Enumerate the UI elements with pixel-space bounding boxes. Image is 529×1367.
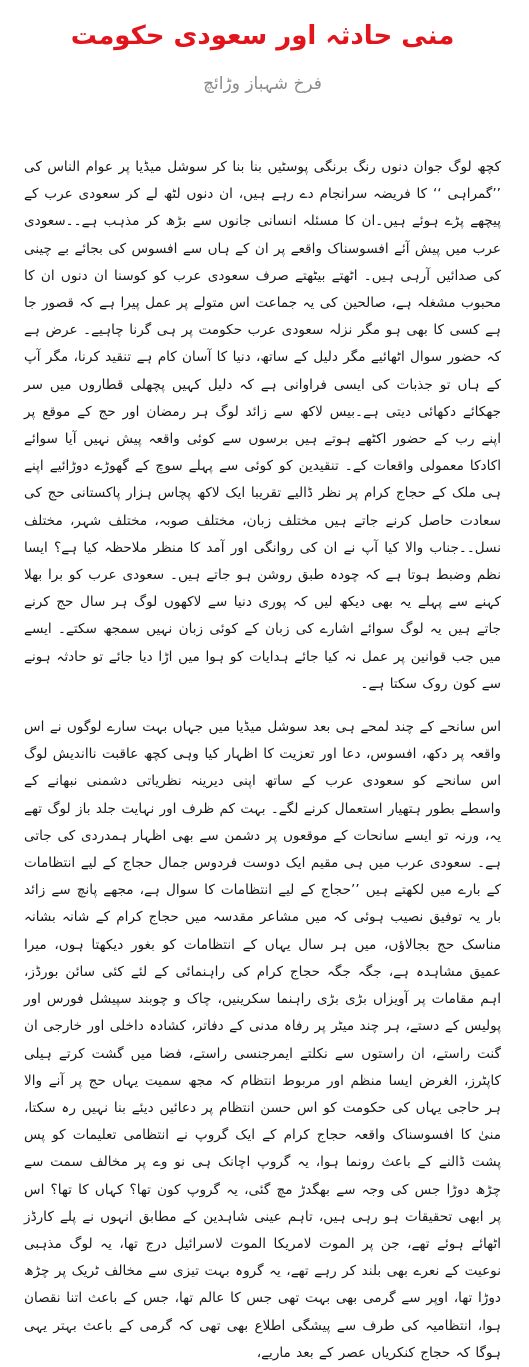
article-headline: منی حادثہ اور سعودی حکومت: [70, 21, 455, 51]
paragraph-2: اس سانحے کے چند لمحے ہی بعد سوشل میڈیا میں جہاں بہت سارے لوگوں نے اس واقعہ پر دکھ، افسوس، دعا اور تعزیت کا اظہار کیا وہی کچھ عاقبت نااندیش لوگ اس سانحے کو سعودی عرب کے ساتھ اپنی دیرینہ نظریاتی دشمنی نبھانے کے واسطے بطور ہتھیار استعمال کرنے لگے۔ بہت کم ظرف اور نہایت جلد باز لوگ تھے یہ، ورنہ تو ایسے سانحات کے موقعوں پر دشمن سے بھی اظہار ہمدردی کی جاتی ہے۔ سعودی عرب میں ہی مقیم ایک دوست فردوس جمال حجاج کے لیے انتظامات کے بارے میں لکھتے ہیں ’’حجاج کے لیے انتظامات کا سوال ہے، مجھے پانچ سے زائد بار یہ توفیق نصیب ہوئی کہ میں مشاعر مقدسہ میں حجاج کرام کے شانہ بشانہ مناسک حج بجالاؤں، میں ہر سال یہاں کے انتظامات کو بغور دیکھتا ہوں، میرا عمیق مشاہدہ ہے، جگہ جگہ حجاج کرام کی راہنمائی کے لئے کئی سائن بورڈز، اہم مقامات پر آویزاں بڑی بڑی راہنما سکرینیں، چاک و چوبند سپیشل فورس اور پولیس کے دستے، ہر چند میٹر پر رفاہ مدنی کے دفاتر، کشادہ داخلی اور خارجی ان گنت راستے، ان راستوں سے نکلتے ایمرجنسی راستے، فضا میں گشت کرتے ہیلی کاپٹرز، الغرض ایسا منظم اور مربوط انتظام کہ مجھ سمیت یہاں حج پر آنے والا ہر حاجی یہاں کی حکومت کو اس حسن انتظام پر دعائیں دیئے بنا نہیں رہ سکتا، منیٰ کا افسوسناک واقعہ حجاج کرام کے ایک گروپ نے انتظامی تعلیمات کو پس پشت ڈالنے کے باعث رونما ہوا، یہ گروپ اچانک ہی نو وے پر مخالف سمت سے چڑھ دوڑا جس کی وجہ سے بھگدڑ مچ گئی، یہ گروپ کون تھا؟ کہاں کا تھا؟ اس پر ابھی تحقیقات ہو رہی ہیں، تاہم عینی شاہدین کے مطابق انہوں نے پلے کارڈز اٹھائے ہوئے تھے، جن پر الموت لامریکا الموت لاسرائیل درج تھا، یہ لوگ مذہبی نوعیت کے نعرے بھی بلند کر رہے تھے، یہ گروہ بہت تیزی سے مخالف ٹریک پر چڑھ دوڑا تھا، اوپر سے گرمی بھی بہت تھی جس کا عالم تھا، جس کے باعث اتنا نقصان ہوا، انتظامیہ کی طرف سے پیشگی اطلاع بھی تھی کہ گرمی کے باعث بہتر یہی ہوگا کہ حجاج کنکریاں عصر کے بعد ماریے،: [24, 719, 501, 1361]
article-body: [24, 154, 501, 1367]
author-byline: فرخ شہباز وڑائچ: [203, 74, 322, 94]
paragraph-1: کچھ لوگ جوان دنوں رنگ برنگی پوسٹیں بنا بنا کر سوشل میڈیا پر عوام الناس کی ’’گمراہی ‘‘ کا فریضہ سرانجام دے رہے ہیں، ان دنوں لٹھ لے کر سعودی عرب کے پیچھے پڑے ہوئے ہیں۔ان کا مسئلہ انسانی جانوں سے بڑھ کر مذہب ہے۔۔سعودی عرب میں پیش آئے افسوسناک واقعے پر ان کے ہاں سے افسوس کی بجائے بے چینی کی صدائیں آرہی ہیں۔ اٹھتے بیٹھتے صرف سعودی عرب کو کوسنا ان دنوں ان کا محبوب مشغلہ ہے، صالحین کی یہ جماعت اس متولے پر عمل پیرا ہے کہ قصور جا ہے کسی کا بھی ہو مگر نزلہ سعودی عرب حکومت پر ہی گرنا چاہیے۔ عرض ہے کہ حضور سوال اٹھائیے مگر دلیل کے ساتھ، دنیا کا آسان کام ہے تنقید کرنا، مگر آپ کے ہاں تو جذبات کی ایسی فراوانی ہے کہ دلیل کہیں پچھلی قطاروں میں سر جھکائے دکھائی دیتی ہے۔بیس لاکھ سے زائد لوگ ہر رمضان اور حج کے موقع پر اپنے رب کے حضور اکٹھے ہوتے ہیں برسوں سے کوئی واقعہ پیش نہیں آیا سوائے اکادکا معمولی واقعات کے۔ تنقیدین کو کوئی سے پہلے سوچ کے گھوڑے دوڑائیے اپنے ہی ملک کے حجاج کرام پر نظر ڈالیے تقریبا ایک لاکھ پچاس ہزار پاکستانی حج کی سعادت حاصل کرنے جاتے ہیں مختلف زبان، مختلف صوبہ، مختلف شہر، مختلف نسل۔۔جناب والا کیا آپ نے ان کی روانگی اور آمد کا منظر ملاحظہ کیا ہے؟ ایسا نظم وضبط ہوتا ہے کہ چودہ طبق روشن ہو جاتے ہیں۔ سعودی عرب کو برا بھلا کہنے سے پہلے یہ بھی دیکھ لیں کہ پوری دنیا سے لاکھوں لوگ ہر سال حج کرنے جاتے ہیں یہ لوگ سوائے اشارے کی زبان کے کوئی زبان نہیں سمجھ سکتے۔ ایسے میں جب قوانین پر عمل نہ کیا جائے ہدایات کو ہوا میں اڑا دیا جائے تو حادثہ ہونے سے کون روک سکتا ہے۔: [24, 159, 501, 692]
